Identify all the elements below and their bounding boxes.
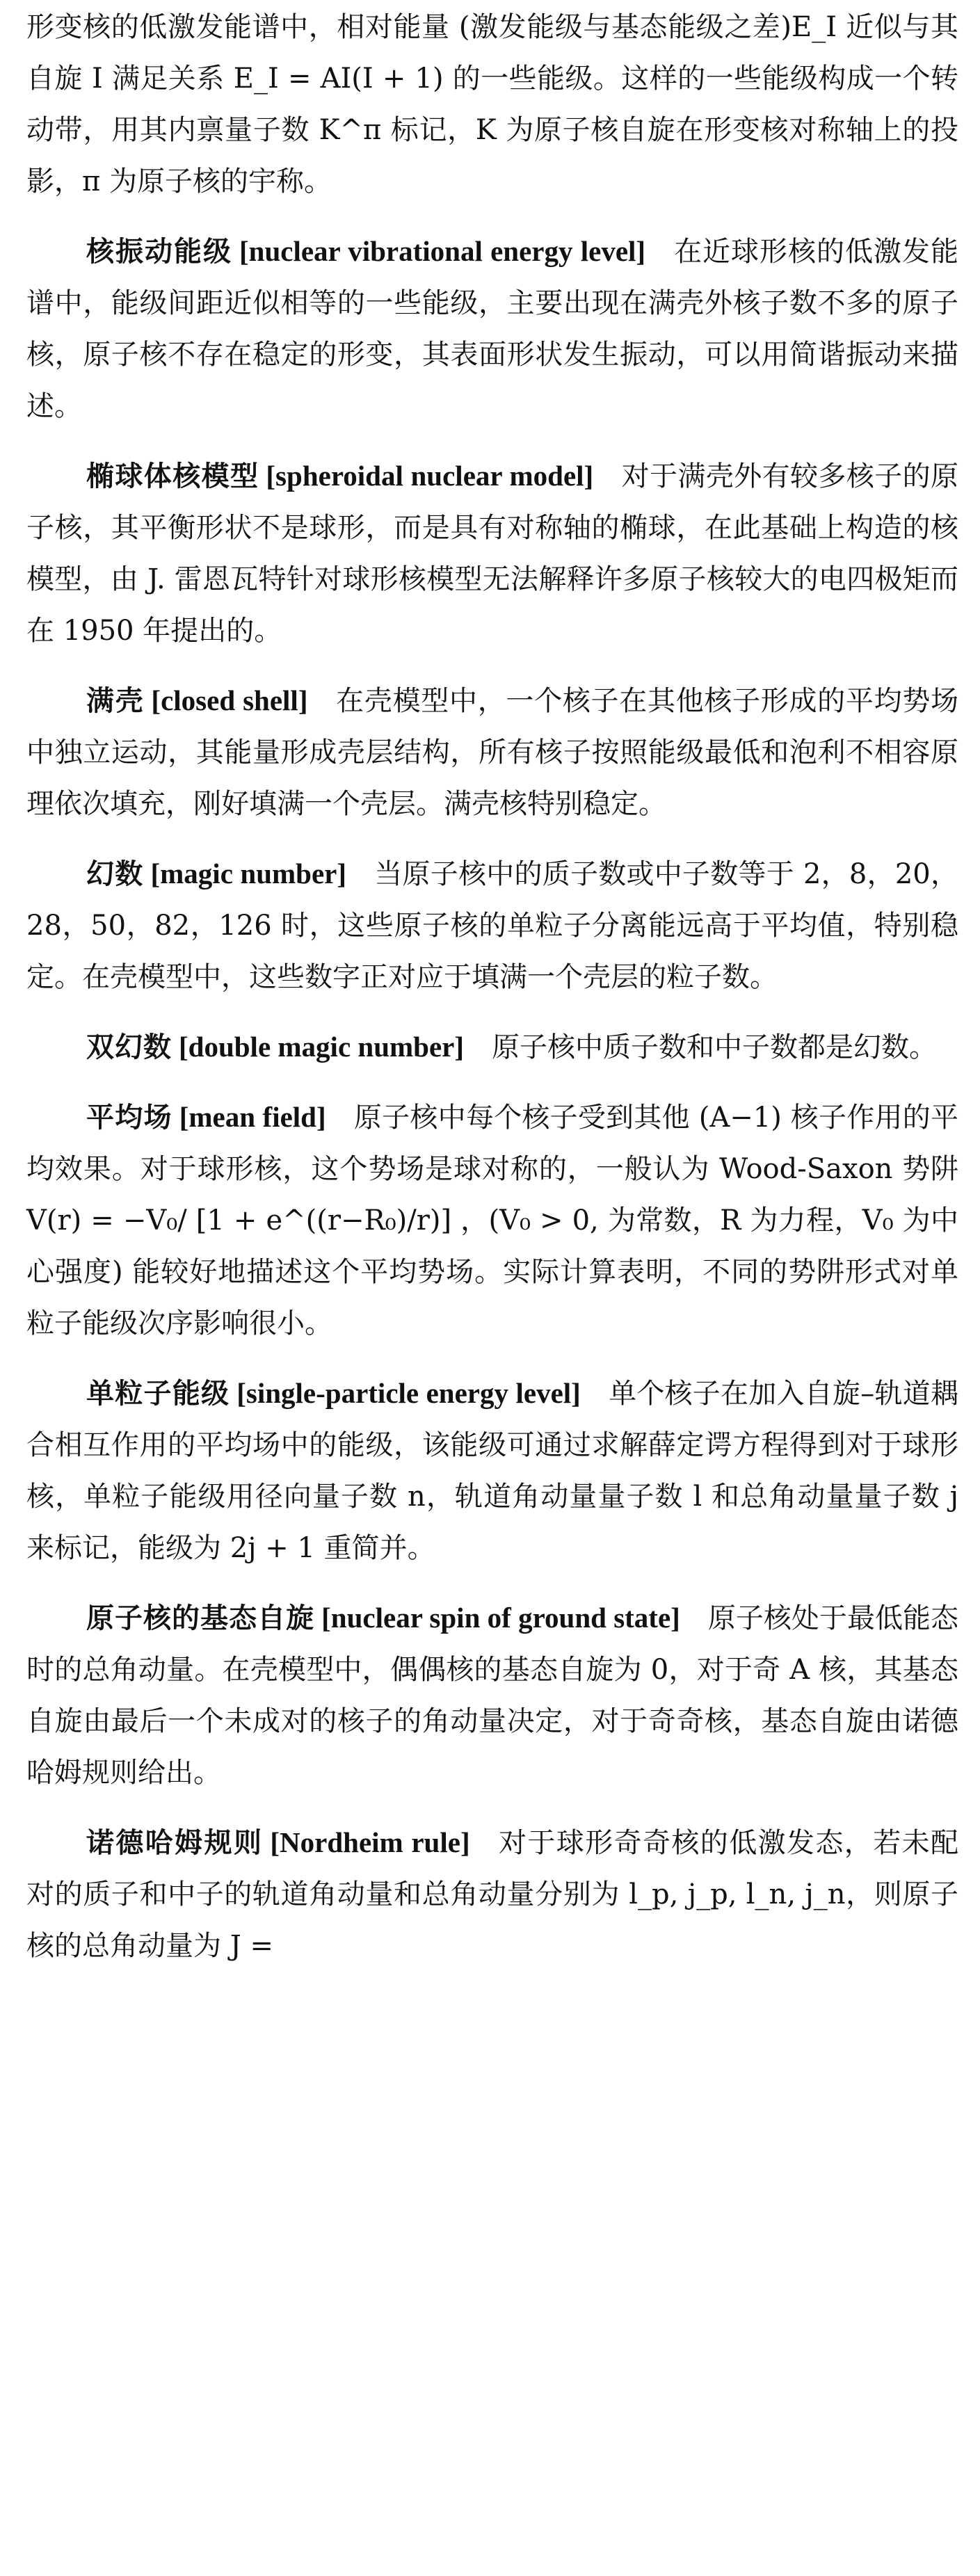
- entry-english-term: [spheroidal nuclear model]: [266, 460, 594, 492]
- entry-term: 双幻数: [86, 1031, 172, 1063]
- entry-text: 当原子核中的质子数或中子数等于 2，8，20，28，50，82，126 时，这些原子核的单粒子分离能远高于平均值，特别稳定。在壳模型中，这些数字正对应于填满一个壳层的粒子数。: [26, 858, 958, 993]
- entry-text: 单个核子在加入自旋–轨道耦合相互作用的平均场中的能级，该能级可通过求解薛定谔方程得到对于球形核，单粒子能级用径向量子数 n，轨道角动量量子数 l 和总角动量量子数 j 来标记，能级为 2j + 1 重简并。: [26, 1378, 959, 1564]
- entry-paragraph-0: [26, 1, 958, 207]
- entry-paragraph-2: [26, 450, 958, 657]
- entry-english-term: [magic number]: [150, 858, 347, 889]
- entry-text: 在壳模型中，一个核子在其他核子形成的平均势场中独立运动，其能量形成壳层结构，所有核子按照能级最低和泡利不相容原理依次填充，刚好填满一个壳层。满壳核特别稳定。: [26, 685, 959, 820]
- entry-text: 对于满壳外有较多核子的原子核，其平衡形状不是球形，而是具有对称轴的椭球，在此基础上构造的核模型，由 J. 雷恩瓦特针对球形核模型无法解释许多原子核较大的电四极矩而在 1950 年提出的。: [26, 460, 959, 647]
- entry-text: 原子核中每个核子受到其他 (A−1) 核子作用的平均效果。对于球形核，这个势场是球对称的，一般认为 Wood-Saxon 势阱 V(r) = −V₀/ [1 + e^((r−R₀)/r)] ，(V₀ > 0, 为常数，R 为力程，V₀ 为中心强度) 能较好地描述这个平均势场。实际计算表明，不同的势阱形式对单粒子能级次序影响很小。: [26, 1102, 958, 1339]
- entry-term: 幻数: [86, 858, 144, 890]
- entry-text: 对于球形奇奇核的低激发态，若未配对的质子和中子的轨道角动量和总角动量分别为 l_p, j_p, l_n, j_n，则原子核的总角动量为 J =: [26, 1827, 959, 1962]
- entry-text: 原子核处于最低能态时的总角动量。在壳模型中，偶偶核的基态自旋为 0，对于奇 A 核，其基态自旋由最后一个未成对的核子的角动量决定，对于奇奇核，基态自旋由诺德哈姆规则给出。: [26, 1602, 959, 1789]
- entry-term: 诺德哈姆规则: [86, 1827, 264, 1859]
- entry-english-term: [nuclear spin of ground state]: [321, 1602, 680, 1634]
- entry-english-term: [Nordheim rule]: [270, 1826, 470, 1858]
- entry-term: 平均场: [86, 1102, 172, 1134]
- entry-term: 满壳: [86, 685, 145, 717]
- document-page: [26, 0, 958, 1990]
- entry-text: 形变核的低激发能谱中，相对能量 (激发能级与基态能级之差)E_I 近似与其自旋 I 满足关系 E_I = AI(I + 1) 的一些能级。这样的一些能级构成一个转动带，用其内禀量子数 K^π 标记，K 为原子核自旋在形变核对称轴上的投影，π 为原子核的宇称。: [26, 11, 958, 198]
- entry-term: 椭球体核模型: [86, 460, 259, 492]
- entry-english-term: [nuclear vibrational energy level]: [239, 235, 646, 267]
- entry-paragraph-3: [26, 675, 958, 830]
- entry-text: 在近球形核的低激发能谱中，能级间距近似相等的一些能级，主要出现在满壳外核子数不多的原子核，原子核不存在稳定的形变，其表面形状发生振动，可以用简谐振动来描述。: [26, 236, 959, 422]
- entry-term: 原子核的基态自旋: [86, 1602, 315, 1634]
- entry-english-term: [closed shell]: [151, 684, 308, 716]
- entry-paragraph-8: [26, 1592, 958, 1798]
- entry-paragraph-5: [26, 1021, 958, 1073]
- entry-paragraph-1: [26, 225, 958, 432]
- entry-english-term: [double magic number]: [179, 1031, 464, 1063]
- entry-text: 原子核中质子数和中子数都是幻数。: [492, 1031, 937, 1063]
- entry-term: 单粒子能级: [86, 1378, 230, 1410]
- entry-english-term: [single-particle energy level]: [236, 1377, 581, 1409]
- entry-paragraph-7: [26, 1367, 958, 1574]
- entry-english-term: [mean field]: [179, 1101, 326, 1133]
- entry-paragraph-4: [26, 848, 958, 1003]
- entry-paragraph-6: [26, 1091, 958, 1349]
- entry-term: 核振动能级: [86, 236, 232, 268]
- entry-paragraph-9: [26, 1817, 958, 1972]
